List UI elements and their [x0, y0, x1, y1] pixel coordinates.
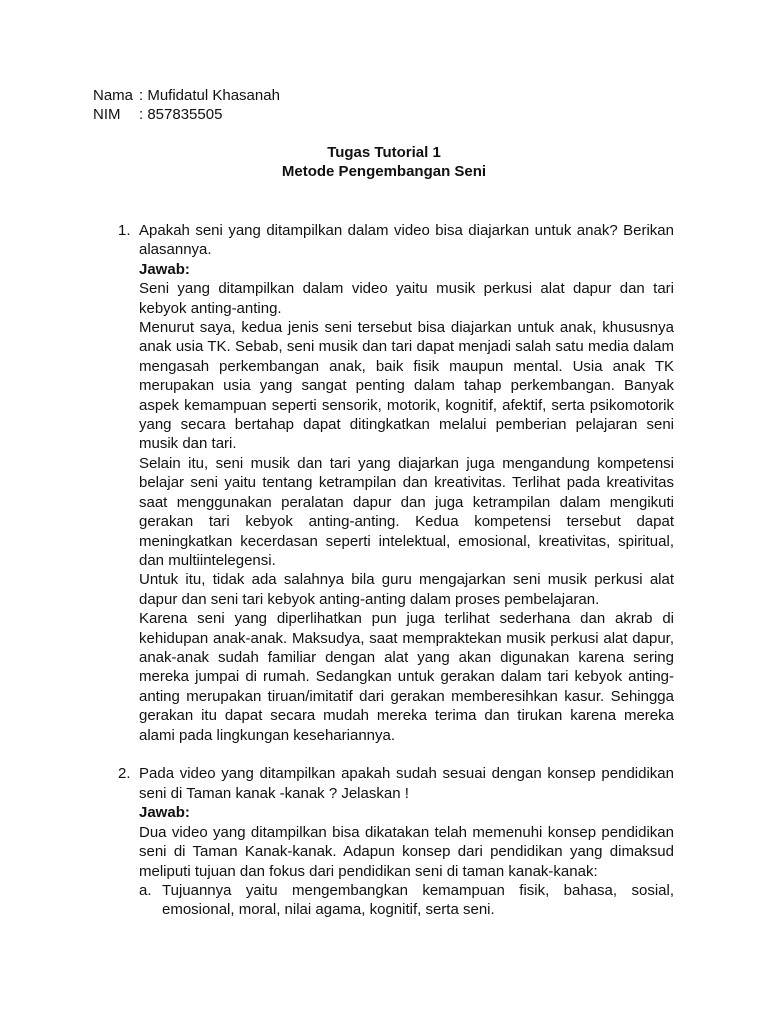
- sub-item-a: [139, 881, 674, 920]
- question-item-2: [118, 764, 674, 919]
- question-number: 1.: [118, 222, 131, 239]
- sub-item-letter: a.: [139, 881, 152, 899]
- title-line-1: Tugas Tutorial 1: [327, 144, 441, 161]
- answer-label: Jawab:: [139, 260, 190, 278]
- name-label: Nama: [93, 87, 134, 104]
- answer-paragraph: Menurut saya, kedua jenis seni tersebut bisa diajarkan untuk anak, khususnya anak usia TK. Sebab, seni musik dan tari dapat menjadi salah satu media dalam mengasah perkembangan anak, baik fisik maupun mental. Usia anak TK merupakan usia yang sangat penting dalam tahap perkembangan. Banyak aspek kemampuan seperti sensorik, motorik, kognitif, afektif, serta psikomotorik yang secara bertahap dapat ditingkatkan melalui pemberian pelajaran seni musik dan tari.: [139, 319, 674, 453]
- question-list: [118, 221, 674, 920]
- question-item-1: [118, 221, 674, 745]
- answer-paragraph: Karena seni yang diperlihatkan pun juga terlihat sederhana dan akrab di kehidupan anak-anak. Maksudya, saat mempraktekan musik perkusi alat dapur, anak-anak sudah familiar dengan alat yang akan digunakan karena sering mereka jumpai di rumah. Sedangkan untuk gerakan dalam tari kebyok anting-anting merupakan tiruan/imitatif dari gerakan memberesihkan kasur. Sehingga gerakan itu dapat secara mudah mereka terima dan tirukan karena mereka alami pada lingkungan kesehariannya.: [139, 610, 674, 744]
- answer-paragraph: Selain itu, seni musik dan tari yang diajarkan juga mengandung kompetensi belajar seni yaitu tentang ketrampilan dan kreativitas. Terlihat pada kreativitas saat menggunakan peralatan dapur dan juga ketrampilan dalam mengikuti gerakan tari kebyok anting-anting. Kedua kompetensi tersebut dapat meningkatkan kecerdasan seperti intelektual, emosional, kreativitas, spiritual, dan multiintelegensi.: [139, 454, 674, 569]
- document-title: [0, 143, 768, 182]
- answer-paragraph: Seni yang ditampilkan dalam video yaitu musik perkusi alat dapur dan tari kebyok anting-anting.: [139, 280, 674, 317]
- question-text: Apakah seni yang ditampilkan dalam video bisa diajarkan untuk anak? Berikan alasannya.: [139, 222, 674, 259]
- question-text: Pada video yang ditampilkan apakah sudah sesuai dengan konsep pendidikan seni di Taman kanak -kanak ? Jelaskan !: [139, 765, 674, 802]
- nim-row: [93, 105, 280, 124]
- answer-paragraph: Untuk itu, tidak ada salahnya bila guru mengajarkan seni musik perkusi alat dapur dan seni tari kebyok anting-anting dalam proses pembelajaran.: [139, 571, 674, 608]
- name-row: [93, 86, 280, 105]
- student-info: [93, 86, 280, 125]
- name-value: : Mufidatul Khasanah: [139, 87, 280, 104]
- title-line-2: Metode Pengembangan Seni: [281, 163, 487, 181]
- question-number: 2.: [118, 765, 131, 783]
- nim-label: NIM: [93, 106, 121, 124]
- answer-paragraph: Dua video yang ditampilkan bisa dikatakan telah memenuhi konsep pendidikan seni di Taman Kanak-kanak. Adapun konsep dari pendidikan yang dimaksud meliputi tujuan dan fokus dari pendidikan seni di taman kanak-kanak:: [139, 823, 674, 880]
- nim-value: : 857835505: [139, 106, 223, 124]
- sub-item-text: Tujuannya yaitu mengembangkan kemampuan fisik, bahasa, sosial, emosional, moral, nilai agama, kognitif, serta seni.: [162, 881, 674, 919]
- answer-label: Jawab:: [139, 804, 190, 822]
